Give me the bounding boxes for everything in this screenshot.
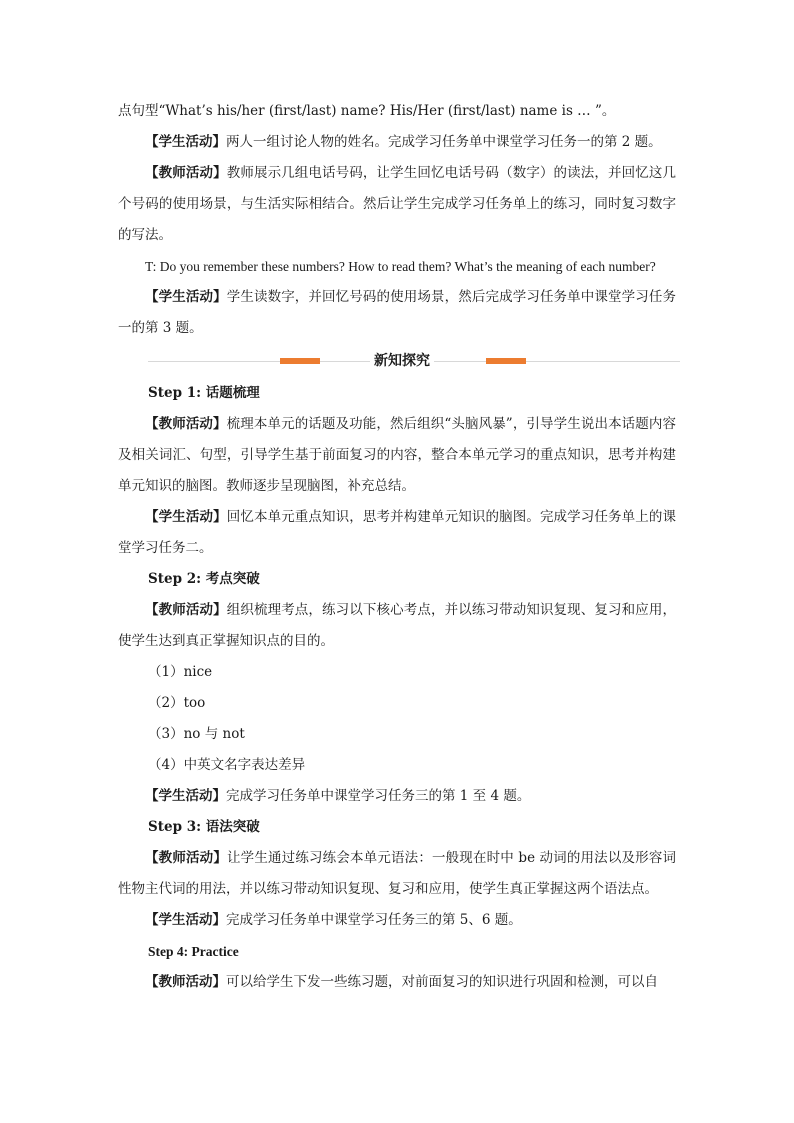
step-1-student-activity <box>118 502 676 564</box>
paragraph-student-activity-1 <box>118 127 676 158</box>
activity-label: 【教师活动】 <box>145 416 227 432</box>
activity-label: 【学生活动】 <box>145 788 226 804</box>
list-item: （4）中英文名字表达差异 <box>148 757 306 773</box>
activity-label: 【教师活动】 <box>145 974 226 990</box>
step-2-teacher-activity <box>118 595 676 657</box>
paragraph-text: 回忆本单元重点知识，思考并构建单元知识的脑图。完成学习任务单上的课堂学习任务二。 <box>118 509 677 556</box>
section-title: 新知探究 <box>370 350 434 372</box>
list-item: （2）too <box>148 695 206 711</box>
paragraph-text: 两人一组讨论人物的姓名。完成学习任务单中课堂学习任务一的第 2 题。 <box>226 134 662 150</box>
section-divider <box>118 346 676 378</box>
activity-label: 【教师活动】 <box>145 850 227 866</box>
paragraph-text: 学生读数字，并回忆号码的使用场景，然后完成学习任务单中课堂学习任务一的第 3 题。 <box>118 289 677 336</box>
activity-label: 【学生活动】 <box>145 912 226 928</box>
divider-accent-left <box>280 358 320 364</box>
step-3-heading: Step 3: 语法突破 <box>148 819 260 835</box>
document-body <box>118 96 676 998</box>
activity-label: 【教师活动】 <box>145 165 227 181</box>
paragraph-text: 让学生通过练习练会本单元语法：一般现在时中 be 动词的用法以及形容词性物主代词的用法，并以练习带动知识复现、复习和应用，使学生真正掌握这两个语法点。 <box>118 850 677 897</box>
step-1-teacher-activity <box>118 409 676 502</box>
paragraph-text: 点句型“What’s his/her (first/last) name? His/Her (first/last) name is … ”。 <box>118 103 616 119</box>
list-item: （3）no 与 not <box>148 726 245 742</box>
paragraph-text: 组织梳理考点，练习以下核心考点，并以练习带动知识复现、复习和应用，使学生达到真正掌握知识点的目的。 <box>118 602 677 649</box>
paragraph-text: 完成学习任务单中课堂学习任务三的第 5、6 题。 <box>226 912 522 928</box>
paragraph-text: 教师展示几组电话号码，让学生回忆电话号码（数字）的读法，并回忆这几个号码的使用场景，与生活实际相结合。然后让学生完成学习任务单上的练习，同时复习数字的写法。 <box>118 165 677 243</box>
paragraph-student-activity-2 <box>118 282 676 344</box>
paragraph-sentence-pattern <box>118 96 676 127</box>
step-2-student-activity <box>118 781 676 812</box>
divider-accent-right <box>486 358 526 364</box>
activity-label: 【教师活动】 <box>145 602 227 618</box>
paragraph-teacher-dialogue <box>118 251 676 282</box>
step-1-heading: Step 1: 话题梳理 <box>148 385 260 401</box>
activity-label: 【学生活动】 <box>145 289 227 305</box>
paragraph-text: 梳理本单元的话题及功能，然后组织“头脑风暴”，引导学生说出本话题内容及相关词汇、句型，引导学生基于前面复习的内容，整合本单元学习的重点知识，思考并构建单元知识的脑图。教师逐步呈现脑图，补充总结。 <box>118 416 677 494</box>
paragraph-text: T: Do you remember these numbers? How to read them? What’s the meaning of each number? <box>145 259 656 274</box>
step-3-student-activity <box>118 905 676 936</box>
paragraph-teacher-activity-1 <box>118 158 676 251</box>
step-4-teacher-activity <box>118 967 676 998</box>
step-3-teacher-activity <box>118 843 676 905</box>
activity-label: 【学生活动】 <box>145 134 226 150</box>
step-4-heading: Step 4: Practice <box>148 944 239 959</box>
paragraph-text: 完成学习任务单中课堂学习任务三的第 1 至 4 题。 <box>226 788 531 804</box>
activity-label: 【学生活动】 <box>145 509 227 525</box>
list-item: （1）nice <box>148 664 213 680</box>
paragraph-text: 可以给学生下发一些练习题，对前面复习的知识进行巩固和检测，可以自 <box>226 974 658 990</box>
step-2-heading: Step 2: 考点突破 <box>148 571 260 587</box>
